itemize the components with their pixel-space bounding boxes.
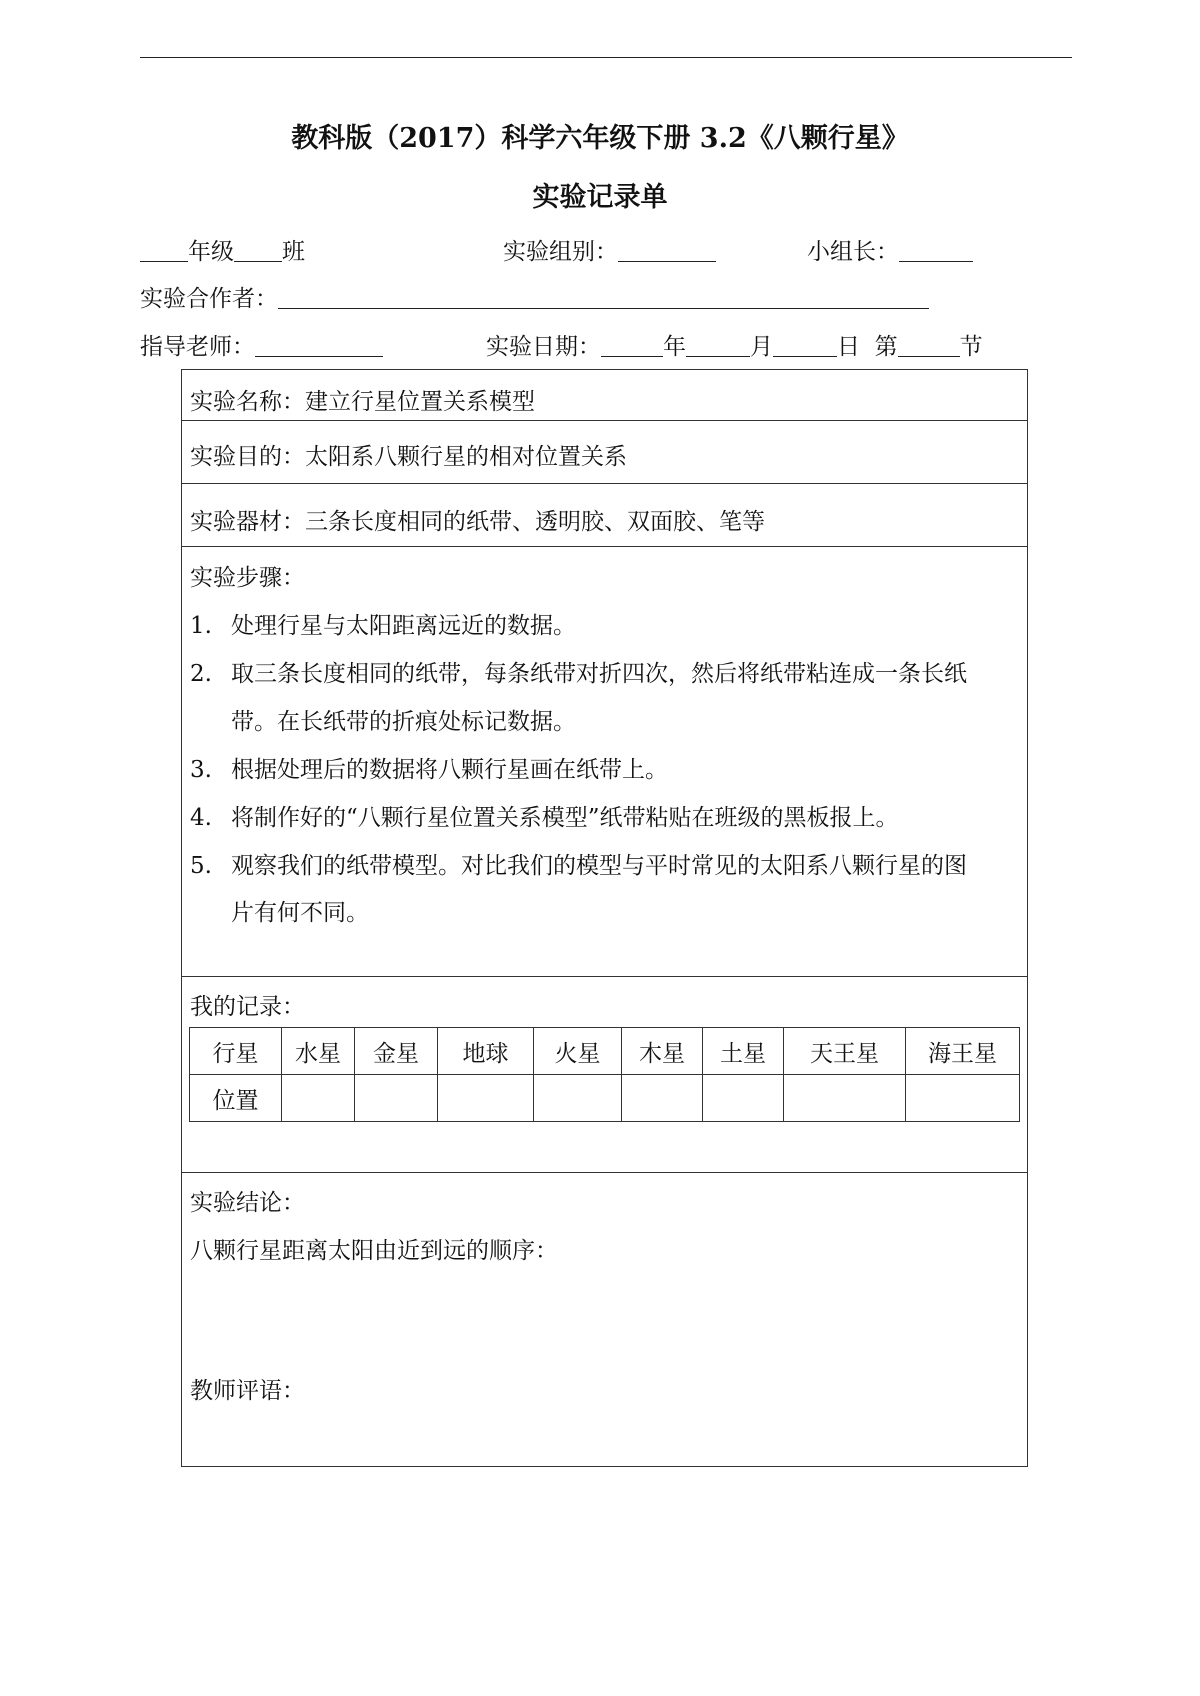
row-divider	[182, 1172, 1027, 1173]
step-item	[190, 655, 967, 688]
leader-field	[807, 233, 973, 266]
period-blank[interactable]	[898, 334, 960, 357]
period-label: 节	[959, 334, 983, 360]
conclusion-label: 实验结论：	[190, 1190, 305, 1216]
year-blank[interactable]	[601, 334, 663, 357]
step-item	[190, 799, 899, 832]
table-cell-input[interactable]	[703, 1075, 784, 1122]
step-number: 4.	[190, 805, 212, 831]
row-divider	[182, 976, 1027, 977]
experiment-record-frame	[181, 369, 1028, 1467]
group-field	[503, 233, 716, 266]
row-divider	[182, 420, 1027, 421]
day-blank[interactable]	[773, 334, 837, 357]
row-divider	[182, 546, 1027, 547]
step-item-continued	[190, 703, 576, 736]
year-label: 年	[663, 334, 686, 360]
leader-label: 小组长：	[807, 239, 899, 265]
partners-label: 实验合作者：	[140, 286, 278, 312]
step-text: 将制作好的“八颗行星位置关系模型”纸带粘贴在班级的黑板报上。	[231, 805, 899, 831]
document-subtitle: 实验记录单	[532, 182, 668, 213]
leader-blank[interactable]	[899, 239, 973, 262]
partners-blank[interactable]	[278, 286, 929, 309]
table-header-cell: 行星	[190, 1028, 282, 1075]
period-prefix: 第	[874, 334, 898, 360]
partners-field	[140, 280, 929, 313]
step-item-continued	[190, 894, 369, 927]
step-text: 取三条长度相同的纸带，每条纸带对折四次，然后将纸带粘连成一条长纸	[231, 661, 967, 687]
grade-class-field	[140, 233, 305, 266]
class-blank[interactable]	[234, 239, 282, 262]
table-header-cell: 金星	[355, 1028, 438, 1075]
table-cell-input[interactable]	[355, 1075, 438, 1122]
table-header-cell: 水星	[282, 1028, 355, 1075]
table-row-label: 位置	[190, 1075, 282, 1122]
table-cell-input[interactable]	[282, 1075, 355, 1122]
step-number: 1.	[190, 613, 212, 639]
step-number: 2.	[190, 661, 212, 687]
table-header-cell: 木星	[622, 1028, 703, 1075]
step-number: 5.	[190, 853, 212, 879]
experiment-purpose: 实验目的：太阳系八颗行星的相对位置关系	[190, 444, 627, 470]
step-text: 观察我们的纸带模型。对比我们的模型与平时常见的太阳系八颗行星的图	[231, 853, 967, 879]
table-header-cell: 土星	[703, 1028, 784, 1075]
date-label: 实验日期：	[486, 334, 601, 360]
date-field	[486, 328, 983, 361]
experiment-name: 实验名称：建立行星位置关系模型	[190, 389, 535, 415]
step-text: 处理行星与太阳距离远近的数据。	[231, 613, 576, 639]
step-number: 3.	[190, 757, 212, 783]
experiment-materials: 实验器材：三条长度相同的纸带、透明胶、双面胶、笔等	[190, 509, 765, 535]
planet-record-table	[189, 1027, 1020, 1122]
step-item	[190, 751, 668, 784]
month-label: 月	[750, 334, 773, 360]
teacher-comment-label: 教师评语：	[190, 1378, 305, 1404]
step-item	[190, 847, 967, 880]
table-cell-input[interactable]	[784, 1075, 906, 1122]
step-text: 根据处理后的数据将八颗行星画在纸带上。	[231, 757, 668, 783]
table-header-row	[190, 1028, 1020, 1075]
table-cell-input[interactable]	[622, 1075, 703, 1122]
table-row	[190, 1075, 1020, 1122]
planet-order-prompt: 八颗行星距离太阳由近到远的顺序：	[190, 1238, 558, 1264]
group-blank[interactable]	[618, 239, 716, 262]
step-text: 带。在长纸带的折痕处标记数据。	[231, 709, 576, 735]
table-header-cell: 火星	[534, 1028, 622, 1075]
grade-label: 年级	[188, 239, 234, 265]
step-text: 片有何不同。	[231, 900, 369, 926]
grade-blank[interactable]	[140, 239, 188, 262]
month-blank[interactable]	[686, 334, 750, 357]
header-rule	[140, 57, 1072, 58]
table-cell-input[interactable]	[534, 1075, 622, 1122]
teacher-label: 指导老师：	[140, 334, 255, 360]
table-cell-input[interactable]	[438, 1075, 534, 1122]
table-header-cell: 地球	[438, 1028, 534, 1075]
table-header-cell: 天王星	[784, 1028, 906, 1075]
day-label: 日	[837, 334, 860, 360]
table-cell-input[interactable]	[906, 1075, 1020, 1122]
class-label: 班	[282, 239, 305, 265]
record-label: 我的记录：	[190, 994, 305, 1020]
document-title: 教科版（2017）科学六年级下册 3.2《八颗行星》	[291, 123, 909, 154]
table-header-cell: 海王星	[906, 1028, 1020, 1075]
step-item	[190, 607, 576, 640]
row-divider	[182, 483, 1027, 484]
group-label: 实验组别：	[503, 239, 618, 265]
teacher-blank[interactable]	[255, 334, 383, 357]
steps-label: 实验步骤：	[190, 565, 305, 591]
teacher-field	[140, 328, 383, 361]
